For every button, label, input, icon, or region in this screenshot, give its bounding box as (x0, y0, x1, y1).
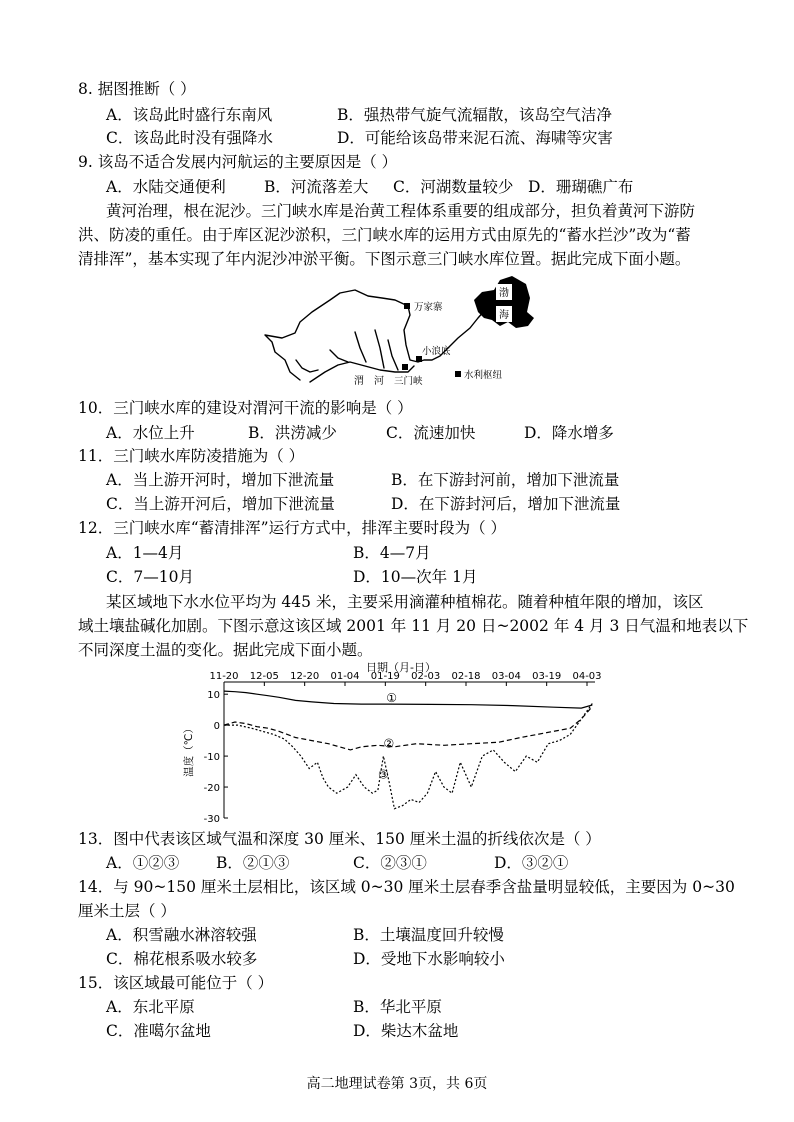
q15-option-c: C．准噶尔盆地 (106, 1022, 211, 1040)
q13-option-c: C．②③① (353, 854, 427, 872)
tributary-5 (296, 360, 318, 372)
q9-option-d: D．珊瑚礁广布 (528, 178, 634, 196)
q10-option-b: B．洪涝减少 (248, 424, 337, 442)
chart-x-tick-label: 02-18 (451, 671, 481, 682)
q14-option-c: C．棉花根系吸水较多 (106, 950, 258, 968)
chart-series-label-1: ① (386, 691, 398, 706)
q14-option-d: D．受地下水影响较小 (353, 950, 505, 968)
q13-option-b: B．②①③ (216, 854, 290, 872)
q8-option-c: C．该岛此时没有强降水 (106, 129, 273, 147)
question-13-stem: 13．图中代表该区域气温和深度 30 厘米、150 厘米土温的折线依次是（ ） (78, 830, 601, 848)
chart-x-tick-label: 12-05 (249, 671, 279, 682)
bohai-label-1: 渤 (499, 288, 509, 299)
question-14-stem-line-1: 14．与 90~150 厘米土层相比，该区域 0~30 厘米土层春季含盐量明显较低，主要因为 0~30 (78, 878, 735, 896)
chart-y-tick-label: -30 (203, 814, 220, 822)
q12-option-a: A．1—4月 (106, 544, 184, 562)
q9-option-a: A．水陆交通便利 (106, 178, 226, 196)
weihe-label-2: 河 (374, 376, 384, 387)
q10-option-c: C．流速加快 (386, 424, 476, 442)
chart-x-tick-label: 01-04 (330, 671, 360, 682)
q14-option-b: B．土壤温度回升较慢 (353, 926, 504, 944)
chart-x-tick-label: 04-03 (572, 671, 602, 682)
tributary-2 (355, 332, 366, 362)
q15-option-d: D．柴达木盆地 (353, 1022, 459, 1040)
chart-series-line-1 (224, 691, 592, 708)
passage-1-line-1: 黄河治理，根在泥沙。三门峡水库是治黄工程体系重要的组成部分，担负着黄河下游防 (106, 202, 696, 220)
passage-2-line-1: 某区域地下水水位平均为 445 米，主要采用滴灌种植棉花。随着种植年限的增加，该区 (106, 593, 704, 611)
q11-option-a: A．当上游开河时，增加下泄流量 (106, 471, 335, 489)
q8-option-b: B．强热带气旋气流辐散，该岛空气洁净 (337, 106, 612, 124)
chart-series-line-2 (224, 707, 592, 750)
chart-x-tick-label: 12-20 (290, 671, 320, 682)
chart-x-tick-label: 03-04 (491, 671, 521, 682)
q13-option-a: A．①②③ (106, 854, 180, 872)
chart-x-axis-label: 日期（月-日） (366, 661, 436, 674)
q9-option-c: C．河湖数量较少 (393, 178, 514, 196)
question-10-stem: 10．三门峡水库的建设对渭河干流的影响是（ ） (78, 399, 413, 417)
chart-x-tick-label: 02-03 (411, 671, 441, 682)
tributary-4 (388, 340, 398, 370)
q8-option-d: D．可能给该岛带来泥石流、海啸等灾害 (337, 129, 613, 147)
xiaolangdi-label: 小浪底 (422, 346, 451, 357)
chart-x-tick-label: 03-19 (532, 671, 562, 682)
legend-hub-marker (455, 371, 461, 377)
q12-option-b: B．4—7月 (353, 544, 431, 562)
chart-x-tick-label: 01-19 (370, 671, 400, 682)
q15-option-a: A．东北平原 (106, 998, 195, 1016)
q14-option-a: A．积雪融水淋溶较强 (106, 926, 257, 944)
chart-axes (224, 682, 595, 818)
q13-option-d: D．③②① (494, 854, 569, 872)
passage-1-line-3: 清排浑”，基本实现了年内泥沙冲淤平衡。下图示意三门峡水库位置。据此完成下面小题。 (78, 250, 691, 268)
tributary-1 (330, 350, 348, 362)
sanmenxia-label: 三门峡 (394, 376, 423, 387)
chart-y-tick-label: 0 (213, 721, 220, 733)
question-11-stem: 11．三门峡水库防凌措施为（ ） (78, 447, 305, 465)
q11-option-c: C．当上游开河后，增加下泄流量 (106, 495, 335, 513)
chart-y-tick-label: -10 (203, 752, 220, 764)
chart-series-label-2: ② (383, 736, 395, 751)
q15-option-b: B．华北平原 (353, 998, 442, 1016)
temperature-chart (180, 658, 620, 822)
q10-option-a: A．水位上升 (106, 424, 195, 442)
chart-y-tick-label: -20 (203, 783, 220, 795)
legend-label: 水利枢纽 (464, 370, 503, 381)
question-12-stem: 12．三门峡水库“蓄清排浑”运行方式中，排浑主要时段为（ ） (78, 519, 507, 537)
question-8-stem: 8. 据图推断（ ） (78, 80, 196, 98)
bohai-label-2: 海 (499, 310, 509, 321)
chart-series-group (224, 691, 592, 809)
chart-x-tick-label: 11-20 (209, 671, 239, 682)
passage-2-line-2: 域土壤盐碱化加剧。下图示意这该区域 2001 年 11 月 20 日~2002 年 4 月 3 日气温和地表以下 (78, 617, 749, 635)
chart-series-label-3: ③ (378, 767, 389, 782)
passage-2-line-3: 不同深度土温的变化。据此完成下面小题。 (78, 641, 373, 659)
yellow-river-main (265, 290, 485, 380)
chart-series-labels (378, 691, 397, 781)
weihe-label-1: 渭 (354, 376, 364, 387)
q10-option-d: D．降水增多 (524, 424, 614, 442)
page-footer: 高二地理试卷第 3页，共 6页 (306, 1076, 488, 1092)
passage-1-line-2: 洪、防凌的重任。由于库区泥沙淤积，三门峡水库的运用方式由原先的“蓄水拦沙”改为“蓄 (78, 226, 691, 244)
q12-option-c: C．7—10月 (106, 568, 194, 586)
q11-option-b: B．在下游封河前，增加下泄流量 (391, 471, 620, 489)
question-14-stem-line-2: 厘米土层（ ） (78, 902, 176, 920)
sanmenxia-hub-marker (402, 364, 408, 370)
chart-y-axis-label: 温度（℃） (183, 723, 195, 777)
chart-y-tick-label: 10 (207, 690, 220, 702)
wanjiazhai-label: 万家寨 (414, 302, 443, 313)
question-15-stem: 15．该区域最可能位于（ ） (78, 974, 274, 992)
question-9-stem: 9. 该岛不适合发展内河航运的主要原因是（ ） (78, 153, 398, 171)
q11-option-d: D．在下游封河后，增加下泄流量 (391, 495, 621, 513)
wanjiazhai-hub-marker (404, 303, 410, 309)
chart-series-line-3 (224, 704, 592, 809)
q12-option-d: D．10—次年 1月 (353, 568, 478, 586)
q8-option-a: A．该岛此时盛行东南风 (106, 106, 273, 124)
q9-option-b: B．河流落差大 (264, 178, 369, 196)
tributary-3 (375, 330, 384, 368)
